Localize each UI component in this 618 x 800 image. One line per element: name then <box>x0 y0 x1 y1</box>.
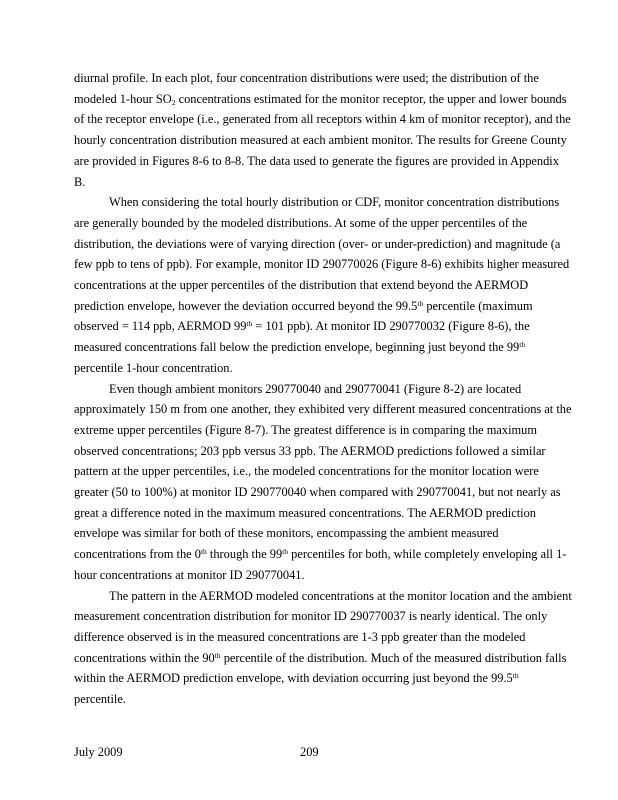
paragraph-1-subscript: 2 <box>171 97 176 107</box>
paragraph-3-superscript-d: th <box>282 547 289 557</box>
page-number: 209 <box>300 745 319 759</box>
paragraph-1-text-a: diurnal profile. In each plot, four concentration distributions were used; the distribution of the modeled 1-hour SO <box>74 71 539 106</box>
paragraph-3 <box>74 379 572 586</box>
paragraph-3-text-e: percentiles for both, while completely enveloping all 1-hour concentrations at monitor ID 290770041. <box>74 547 567 582</box>
paragraph-2-text-c: percentile (maximum observed = 114 ppb, AERMOD 99 <box>74 298 533 334</box>
paragraph-4-superscript-b: th <box>214 650 221 660</box>
paragraph-1 <box>74 68 572 192</box>
paragraph-3-text-a: Even though ambient monitors 290770040 and 290770041 (Figure 8-2) are located approximately 150 m from one another, they exhibited very different measured concentrations at the extreme upper percentiles (Figure 8-7). The greatest difference is in comparing the maximum observed concentrations; 203 ppb versus 33 ppb. The AERMOD predictions followed a similar pattern at the upper percentiles, i.e., the modeled concentrations for the monitor location were greater (50 to 100%) at monitor ID 290770040 when compared with 290770041, but not nearly as great a difference noted in the maximum measured concentrations. The AERMOD prediction envelope was similar for both of these monitors, encompassing the ambient measured concentrations from the 0 <box>74 381 572 562</box>
body-text <box>74 68 572 710</box>
paragraph-3-text-c: through the 99 <box>206 547 283 562</box>
paragraph-2-text-a: When considering the total hourly distribution or CDF, monitor concentration distributions are generally bounded by the modeled distributions. At some of the upper percentiles of the distribution, the deviations were of varying direction (over- or under-prediction) and magnitude (a few ppb to tens of ppb). For example, monitor ID 290770026 (Figure 8-6) exhibits higher measured concentrations at the upper percentiles of the distribution that extend beyond the AERMOD prediction envelope, however the deviation occurred beyond the 99.5 <box>74 195 570 313</box>
paragraph-2 <box>74 192 572 378</box>
footer-date: July 2009 <box>74 745 123 759</box>
paragraph-4-text-e: percentile. <box>74 692 126 707</box>
paragraph-4-text-c: percentile of the distribution. Much of the measured distribution falls within the AERMOD prediction envelope, with deviation occurring just beyond the 99.5 <box>74 650 567 686</box>
paragraph-2-text-g: percentile 1-hour concentration. <box>74 360 233 375</box>
paragraph-1-text-c: concentrations estimated for the monitor receptor, the upper and lower bounds of the receptor envelope (i.e., generated from all receptors within 4 km of monitor receptor), and the hourly concentration distribution measured at each ambient monitor. The results for Greene County are provided in Figures 8-6 to 8-8. The data used to generate the figures are provided in Appendix B. <box>74 91 571 189</box>
paragraph-2-superscript-f: th <box>519 340 526 350</box>
paragraph-4-text-a: The pattern in the AERMOD modeled concentrations at the monitor location and the ambient measurement concentration distribution for monitor ID 290770037 is nearly identical. The only difference observed is in the measured concentrations are 1-3 ppb greater than the modeled concentrations within the 90 <box>74 588 572 665</box>
paragraph-3-superscript-b: th <box>200 547 207 557</box>
paragraph-2-superscript-b: th <box>417 298 424 308</box>
paragraph-4 <box>74 586 572 710</box>
paragraph-4-superscript-d: th <box>512 671 519 681</box>
paragraph-2-text-e: = 101 ppb). At monitor ID 290770032 (Figure 8-6), the measured concentrations fall below the prediction envelope, beginning just beyond the 99 <box>74 319 530 355</box>
paragraph-2-superscript-d: th <box>246 319 253 329</box>
